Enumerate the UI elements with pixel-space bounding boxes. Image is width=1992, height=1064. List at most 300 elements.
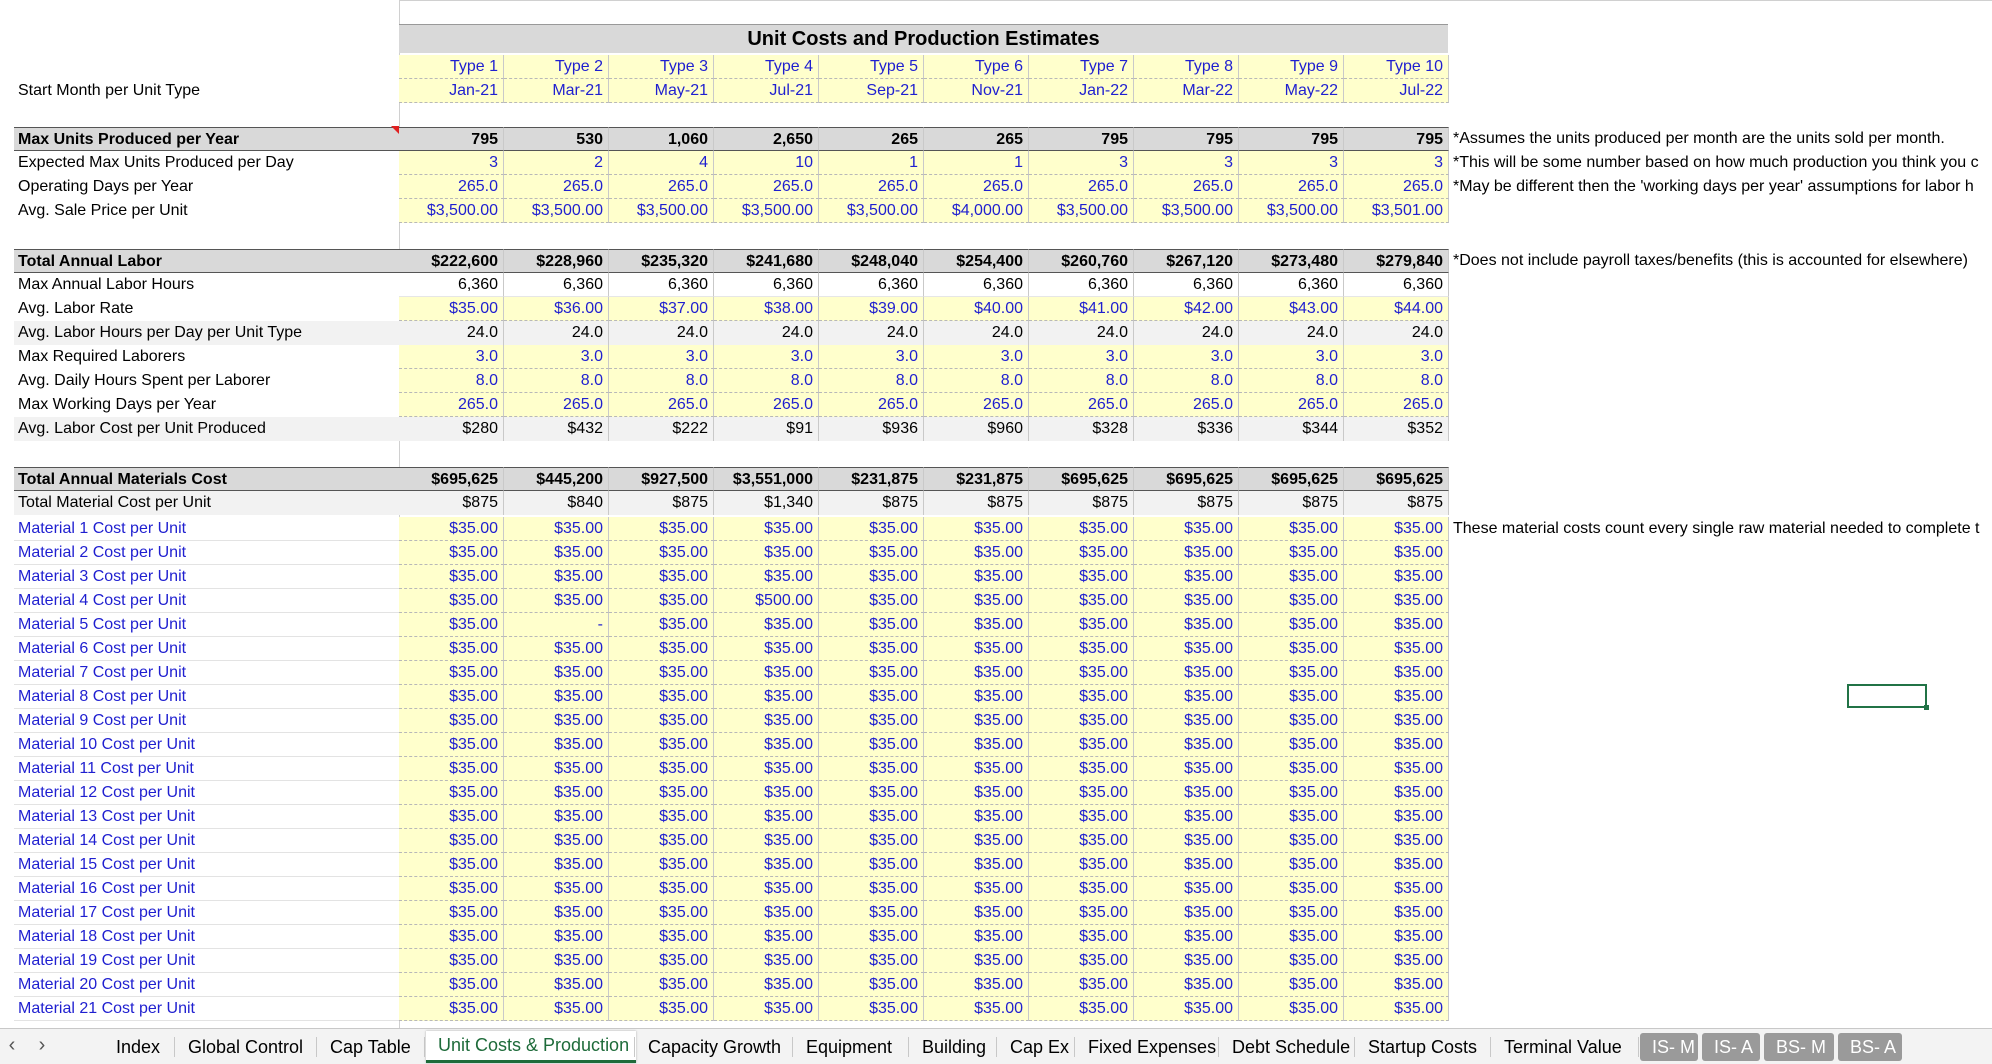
value-cell[interactable]: $695,625 [1239,467,1344,491]
sheet-tab[interactable]: Startup Costs [1368,1037,1478,1057]
value-cell[interactable]: $37.00 [609,297,714,321]
sheet-tab[interactable]: Debt Schedule [1232,1037,1351,1057]
row-label[interactable]: Avg. Labor Hours per Day per Unit Type [14,321,399,345]
value-cell[interactable]: $35.00 [714,829,819,853]
value-cell[interactable]: $222 [609,417,714,441]
value-cell[interactable]: 265.0 [399,393,504,417]
value-cell[interactable]: $35.00 [714,877,819,901]
value-cell[interactable]: $35.00 [504,757,609,781]
value-cell[interactable]: 3 [1239,151,1344,175]
value-cell[interactable]: $35.00 [924,613,1029,637]
value-cell[interactable]: $35.00 [1134,613,1239,637]
material-label[interactable]: Material 16 Cost per Unit [14,877,399,901]
column-header[interactable]: Type 7 [1029,55,1134,79]
value-cell[interactable]: $35.00 [1029,637,1134,661]
value-cell[interactable]: May-22 [1239,79,1344,103]
value-cell[interactable]: 8.0 [1134,369,1239,393]
value-cell[interactable]: $35.00 [399,925,504,949]
value-cell[interactable]: $35.00 [1239,757,1344,781]
value-cell[interactable]: $35.00 [819,709,924,733]
value-cell[interactable]: $35.00 [609,877,714,901]
value-cell[interactable]: $35.00 [609,853,714,877]
value-cell[interactable]: $35.00 [924,973,1029,997]
value-cell[interactable]: $35.00 [714,685,819,709]
value-cell[interactable]: 4 [609,151,714,175]
value-cell[interactable]: $35.00 [609,637,714,661]
value-cell[interactable]: $35.00 [504,565,609,589]
value-cell[interactable]: $35.00 [924,877,1029,901]
value-cell[interactable]: $500.00 [714,589,819,613]
row-label[interactable]: Total Annual Materials Cost [14,467,399,491]
value-cell[interactable]: 3.0 [924,345,1029,369]
value-cell[interactable]: $35.00 [609,829,714,853]
value-cell[interactable]: 6,360 [504,273,609,297]
value-cell[interactable]: $35.00 [1344,901,1449,925]
value-cell[interactable]: $35.00 [1134,853,1239,877]
value-cell[interactable]: $35.00 [399,517,504,541]
value-cell[interactable]: $35.00 [399,973,504,997]
value-cell[interactable]: $35.00 [609,973,714,997]
value-cell[interactable]: $35.00 [819,733,924,757]
value-cell[interactable]: $3,500.00 [1239,199,1344,223]
value-cell[interactable]: $4,000.00 [924,199,1029,223]
value-cell[interactable]: 265.0 [609,393,714,417]
value-cell[interactable]: $248,040 [819,249,924,273]
row-label[interactable]: Avg. Sale Price per Unit [18,202,188,219]
row-label[interactable]: Total Annual Labor [14,249,399,273]
column-header[interactable]: Type 1 [399,55,504,79]
value-cell[interactable]: $3,500.00 [399,199,504,223]
sheet-tab[interactable]: Building [922,1037,987,1057]
value-cell[interactable]: $35.00 [1344,517,1449,541]
value-cell[interactable]: $35.00 [819,661,924,685]
value-cell[interactable]: $875 [924,491,1029,515]
value-cell[interactable]: $35.00 [399,541,504,565]
material-label[interactable]: Material 5 Cost per Unit [14,613,399,637]
value-cell[interactable]: Jan-21 [399,79,504,103]
value-cell[interactable]: $35.00 [504,685,609,709]
value-cell[interactable]: $35.00 [1239,925,1344,949]
value-cell[interactable]: $3,551,000 [714,467,819,491]
value-cell[interactable]: $35.00 [1134,925,1239,949]
value-cell[interactable]: $35.00 [924,949,1029,973]
value-cell[interactable]: $35.00 [924,733,1029,757]
value-cell[interactable]: $35.00 [1029,781,1134,805]
value-cell[interactable]: 2 [504,151,609,175]
value-cell[interactable]: $39.00 [819,297,924,321]
value-cell[interactable]: $875 [1344,491,1449,515]
value-cell[interactable]: $35.00 [819,877,924,901]
value-cell[interactable]: $3,500.00 [504,199,609,223]
value-cell[interactable]: $35.00 [1134,877,1239,901]
value-cell[interactable]: $35.00 [714,997,819,1021]
sheet-tab[interactable]: IS- M [1640,1033,1698,1061]
material-label[interactable]: Material 7 Cost per Unit [14,661,399,685]
sheet-tab[interactable]: BS- A [1838,1033,1902,1061]
value-cell[interactable]: $35.00 [1239,853,1344,877]
row-label[interactable]: Operating Days per Year [18,178,194,195]
material-label[interactable]: Material 8 Cost per Unit [14,685,399,709]
row-note[interactable]: *This will be some number based on how much production you think you c [1453,154,1979,171]
value-cell[interactable]: $35.00 [714,613,819,637]
value-cell[interactable]: 24.0 [819,321,924,345]
value-cell[interactable]: 1,060 [609,127,714,151]
value-cell[interactable]: $35.00 [924,517,1029,541]
value-cell[interactable]: $35.00 [609,541,714,565]
value-cell[interactable]: $875 [1029,491,1134,515]
value-cell[interactable]: $35.00 [609,709,714,733]
sheet-tab[interactable]: Fixed Expenses [1088,1037,1217,1057]
sheet-tab[interactable]: Equipment [806,1037,893,1057]
row-label[interactable]: Avg. Daily Hours Spent per Laborer [18,372,271,389]
value-cell[interactable]: $35.00 [504,901,609,925]
value-cell[interactable]: $35.00 [819,517,924,541]
value-cell[interactable]: $35.00 [1134,949,1239,973]
value-cell[interactable]: $273,480 [1239,249,1344,273]
value-cell[interactable]: Nov-21 [924,79,1029,103]
value-cell[interactable]: $35.00 [924,757,1029,781]
sheet-tab[interactable]: Unit Costs & Production [426,1031,636,1063]
value-cell[interactable]: $35.00 [714,517,819,541]
value-cell[interactable]: $36.00 [504,297,609,321]
value-cell[interactable]: 8.0 [504,369,609,393]
value-cell[interactable]: 265.0 [1344,393,1449,417]
value-cell[interactable]: $35.00 [1344,541,1449,565]
value-cell[interactable]: $35.00 [399,805,504,829]
value-cell[interactable]: 6,360 [609,273,714,297]
value-cell[interactable]: $35.00 [1029,853,1134,877]
value-cell[interactable]: 24.0 [1134,321,1239,345]
value-cell[interactable]: $35.00 [819,829,924,853]
material-label[interactable]: Material 21 Cost per Unit [14,997,399,1021]
value-cell[interactable]: 265.0 [1134,175,1239,199]
value-cell[interactable]: $875 [1239,491,1344,515]
value-cell[interactable]: $42.00 [1134,297,1239,321]
value-cell[interactable]: $279,840 [1344,249,1449,273]
value-cell[interactable]: $35.00 [1134,733,1239,757]
value-cell[interactable]: $35.00 [504,973,609,997]
value-cell[interactable]: 265.0 [924,393,1029,417]
value-cell[interactable]: 3.0 [819,345,924,369]
value-cell[interactable]: $875 [609,491,714,515]
value-cell[interactable]: $35.00 [714,565,819,589]
value-cell[interactable]: $35.00 [924,925,1029,949]
value-cell[interactable]: 24.0 [1239,321,1344,345]
value-cell[interactable]: $35.00 [399,637,504,661]
value-cell[interactable]: 8.0 [1239,369,1344,393]
value-cell[interactable]: $35.00 [1134,661,1239,685]
value-cell[interactable]: $35.00 [399,901,504,925]
sheet-tab[interactable]: Terminal Value [1504,1037,1622,1057]
value-cell[interactable]: $35.00 [1029,757,1134,781]
value-cell[interactable]: $44.00 [1344,297,1449,321]
value-cell[interactable]: May-21 [609,79,714,103]
value-cell[interactable]: $35.00 [1239,901,1344,925]
sheet-tab[interactable]: BS- M [1764,1033,1834,1061]
value-cell[interactable]: $35.00 [504,709,609,733]
value-cell[interactable]: $35.00 [1344,757,1449,781]
value-cell[interactable]: $695,625 [1344,467,1449,491]
value-cell[interactable]: $35.00 [1134,829,1239,853]
value-cell[interactable]: $35.00 [609,805,714,829]
value-cell[interactable]: $3,501.00 [1344,199,1449,223]
value-cell[interactable]: $35.00 [1344,637,1449,661]
value-cell[interactable]: $35.00 [819,685,924,709]
value-cell[interactable]: $35.00 [504,781,609,805]
value-cell[interactable]: $35.00 [1029,973,1134,997]
row-note[interactable]: These material costs count every single raw material needed to complete t [1453,520,1980,537]
row-label[interactable]: Avg. Labor Rate [18,300,134,317]
value-cell[interactable]: $35.00 [714,757,819,781]
value-cell[interactable]: 3 [1344,151,1449,175]
value-cell[interactable]: $35.00 [714,973,819,997]
value-cell[interactable]: $35.00 [819,973,924,997]
value-cell[interactable]: $35.00 [1344,949,1449,973]
value-cell[interactable]: $222,600 [399,249,504,273]
value-cell[interactable]: $35.00 [1134,781,1239,805]
value-cell[interactable]: $35.00 [1029,901,1134,925]
value-cell[interactable]: 3 [1134,151,1239,175]
value-cell[interactable]: $35.00 [399,709,504,733]
value-cell[interactable]: 3.0 [609,345,714,369]
value-cell[interactable]: $35.00 [924,709,1029,733]
value-cell[interactable]: $35.00 [1239,685,1344,709]
value-cell[interactable]: $35.00 [819,997,924,1021]
value-cell[interactable]: 265.0 [819,393,924,417]
value-cell[interactable]: $875 [399,491,504,515]
value-cell[interactable]: $328 [1029,417,1134,441]
value-cell[interactable]: $35.00 [1344,997,1449,1021]
material-label[interactable]: Material 18 Cost per Unit [14,925,399,949]
value-cell[interactable]: $35.00 [1239,829,1344,853]
value-cell[interactable]: 265.0 [1134,393,1239,417]
row-label[interactable]: Max Annual Labor Hours [18,276,195,293]
value-cell[interactable]: Jan-22 [1029,79,1134,103]
value-cell[interactable]: $35.00 [1029,589,1134,613]
value-cell[interactable]: $35.00 [504,829,609,853]
value-cell[interactable]: $35.00 [399,781,504,805]
value-cell[interactable]: 265.0 [1239,175,1344,199]
value-cell[interactable]: $35.00 [1239,973,1344,997]
value-cell[interactable]: $35.00 [1344,853,1449,877]
value-cell[interactable]: $35.00 [819,781,924,805]
material-label[interactable]: Material 9 Cost per Unit [14,709,399,733]
value-cell[interactable]: $35.00 [609,757,714,781]
value-cell[interactable]: $35.00 [504,877,609,901]
value-cell[interactable]: $35.00 [504,637,609,661]
sheet-tab[interactable]: IS- A [1702,1033,1760,1061]
value-cell[interactable]: $35.00 [714,805,819,829]
row-label[interactable]: Max Units Produced per Year [14,127,399,151]
value-cell[interactable]: $35.00 [504,925,609,949]
value-cell[interactable]: $35.00 [819,565,924,589]
value-cell[interactable]: 3.0 [1344,345,1449,369]
value-cell[interactable]: $35.00 [1344,829,1449,853]
material-label[interactable]: Material 12 Cost per Unit [14,781,399,805]
scroll-tabs-left-icon[interactable]: ‹ [8,1034,16,1056]
value-cell[interactable]: $35.00 [1344,661,1449,685]
value-cell[interactable]: $35.00 [924,781,1029,805]
value-cell[interactable]: $695,625 [1029,467,1134,491]
value-cell[interactable]: $35.00 [1239,541,1344,565]
value-cell[interactable]: $875 [819,491,924,515]
column-header[interactable]: Type 4 [714,55,819,79]
value-cell[interactable]: 265.0 [714,175,819,199]
value-cell[interactable]: 10 [714,151,819,175]
value-cell[interactable]: $35.00 [1344,973,1449,997]
value-cell[interactable]: $35.00 [609,565,714,589]
value-cell[interactable]: $35.00 [609,949,714,973]
value-cell[interactable]: $35.00 [924,997,1029,1021]
value-cell[interactable]: $3,500.00 [714,199,819,223]
value-cell[interactable]: $35.00 [399,685,504,709]
value-cell[interactable]: $35.00 [1344,781,1449,805]
value-cell[interactable]: $35.00 [714,661,819,685]
value-cell[interactable]: 3.0 [1239,345,1344,369]
sheet-tab[interactable]: Cap Table [330,1037,411,1057]
value-cell[interactable]: $35.00 [609,517,714,541]
value-cell[interactable]: $35.00 [819,949,924,973]
value-cell[interactable]: $43.00 [1239,297,1344,321]
row-label[interactable]: Max Required Laborers [18,348,186,365]
value-cell[interactable]: 3.0 [504,345,609,369]
value-cell[interactable]: 8.0 [399,369,504,393]
value-cell[interactable]: $3,500.00 [609,199,714,223]
value-cell[interactable]: $35.00 [609,661,714,685]
value-cell[interactable]: $35.00 [609,901,714,925]
value-cell[interactable]: $235,320 [609,249,714,273]
value-cell[interactable]: $35.00 [399,589,504,613]
value-cell[interactable]: $35.00 [1344,613,1449,637]
value-cell[interactable]: 795 [1134,127,1239,151]
value-cell[interactable]: $35.00 [399,733,504,757]
value-cell[interactable]: $35.00 [1344,589,1449,613]
value-cell[interactable]: $35.00 [1029,517,1134,541]
value-cell[interactable]: $35.00 [1239,733,1344,757]
value-cell[interactable]: $35.00 [504,589,609,613]
value-cell[interactable]: $344 [1239,417,1344,441]
value-cell[interactable]: 24.0 [1029,321,1134,345]
value-cell[interactable]: $35.00 [714,901,819,925]
row-note[interactable]: *Assumes the units produced per month are the units sold per month. [1453,130,1945,147]
material-label[interactable]: Material 11 Cost per Unit [14,757,399,781]
value-cell[interactable]: Jul-22 [1344,79,1449,103]
value-cell[interactable]: 3.0 [399,345,504,369]
value-cell[interactable]: $35.00 [924,829,1029,853]
value-cell[interactable]: $41.00 [1029,297,1134,321]
value-cell[interactable]: $35.00 [609,685,714,709]
value-cell[interactable]: Mar-21 [504,79,609,103]
value-cell[interactable]: Mar-22 [1134,79,1239,103]
value-cell[interactable]: $35.00 [1239,565,1344,589]
value-cell[interactable]: 24.0 [609,321,714,345]
value-cell[interactable]: 1 [924,151,1029,175]
value-cell[interactable]: $445,200 [504,467,609,491]
value-cell[interactable]: $35.00 [819,925,924,949]
value-cell[interactable]: $1,340 [714,491,819,515]
value-cell[interactable]: $35.00 [609,997,714,1021]
value-cell[interactable]: 3.0 [714,345,819,369]
value-cell[interactable]: $352 [1344,417,1449,441]
value-cell[interactable]: $35.00 [1029,829,1134,853]
value-cell[interactable]: 265.0 [1344,175,1449,199]
value-cell[interactable]: $695,625 [1134,467,1239,491]
value-cell[interactable]: $35.00 [1344,733,1449,757]
value-cell[interactable]: 6,360 [1344,273,1449,297]
value-cell[interactable]: $241,680 [714,249,819,273]
row-note[interactable]: *May be different then the 'working days per year' assumptions for labor h [1453,178,1974,195]
value-cell[interactable]: $254,400 [924,249,1029,273]
value-cell[interactable]: $35.00 [504,997,609,1021]
value-cell[interactable]: 1 [819,151,924,175]
value-cell[interactable]: $35.00 [714,541,819,565]
value-cell[interactable]: 6,360 [1134,273,1239,297]
value-cell[interactable]: 2,650 [714,127,819,151]
value-cell[interactable]: $35.00 [924,901,1029,925]
value-cell[interactable]: $35.00 [609,781,714,805]
value-cell[interactable]: 6,360 [924,273,1029,297]
value-cell[interactable]: $35.00 [819,805,924,829]
value-cell[interactable]: $35.00 [714,781,819,805]
value-cell[interactable]: $35.00 [819,613,924,637]
value-cell[interactable]: $228,960 [504,249,609,273]
value-cell[interactable]: $35.00 [819,901,924,925]
value-cell[interactable]: $35.00 [714,949,819,973]
value-cell[interactable]: $35.00 [399,997,504,1021]
value-cell[interactable]: $35.00 [1239,517,1344,541]
value-cell[interactable]: $35.00 [504,949,609,973]
value-cell[interactable]: $927,500 [609,467,714,491]
value-cell[interactable]: $35.00 [399,853,504,877]
material-label[interactable]: Material 17 Cost per Unit [14,901,399,925]
value-cell[interactable]: $35.00 [819,589,924,613]
value-cell[interactable]: $35.00 [1239,997,1344,1021]
value-cell[interactable]: $35.00 [1029,805,1134,829]
value-cell[interactable]: $35.00 [1029,541,1134,565]
value-cell[interactable]: $35.00 [924,805,1029,829]
value-cell[interactable]: 265.0 [714,393,819,417]
value-cell[interactable]: $35.00 [399,297,504,321]
value-cell[interactable]: 24.0 [1344,321,1449,345]
value-cell[interactable]: $35.00 [1134,637,1239,661]
row-label[interactable]: Total Material Cost per Unit [14,491,399,515]
value-cell[interactable]: 795 [1239,127,1344,151]
value-cell[interactable]: $35.00 [609,733,714,757]
material-label[interactable]: Material 2 Cost per Unit [14,541,399,565]
value-cell[interactable]: $35.00 [504,805,609,829]
sheet-tab[interactable]: Cap Ex [1010,1037,1070,1057]
value-cell[interactable]: $35.00 [399,661,504,685]
value-cell[interactable]: $35.00 [609,613,714,637]
value-cell[interactable]: $280 [399,417,504,441]
value-cell[interactable]: $35.00 [819,757,924,781]
value-cell[interactable]: $231,875 [924,467,1029,491]
value-cell[interactable]: $3,500.00 [819,199,924,223]
value-cell[interactable]: $35.00 [819,541,924,565]
value-cell[interactable]: $35.00 [714,733,819,757]
value-cell[interactable]: 795 [1344,127,1449,151]
value-cell[interactable]: $35.00 [1134,685,1239,709]
column-header[interactable]: Type 9 [1239,55,1344,79]
value-cell[interactable]: $35.00 [504,517,609,541]
value-cell[interactable]: $35.00 [1029,565,1134,589]
value-cell[interactable]: Jul-21 [714,79,819,103]
value-cell[interactable]: 3.0 [1029,345,1134,369]
value-cell[interactable]: $35.00 [399,757,504,781]
value-cell[interactable]: 6,360 [399,273,504,297]
value-cell[interactable]: 24.0 [504,321,609,345]
value-cell[interactable]: $35.00 [924,541,1029,565]
